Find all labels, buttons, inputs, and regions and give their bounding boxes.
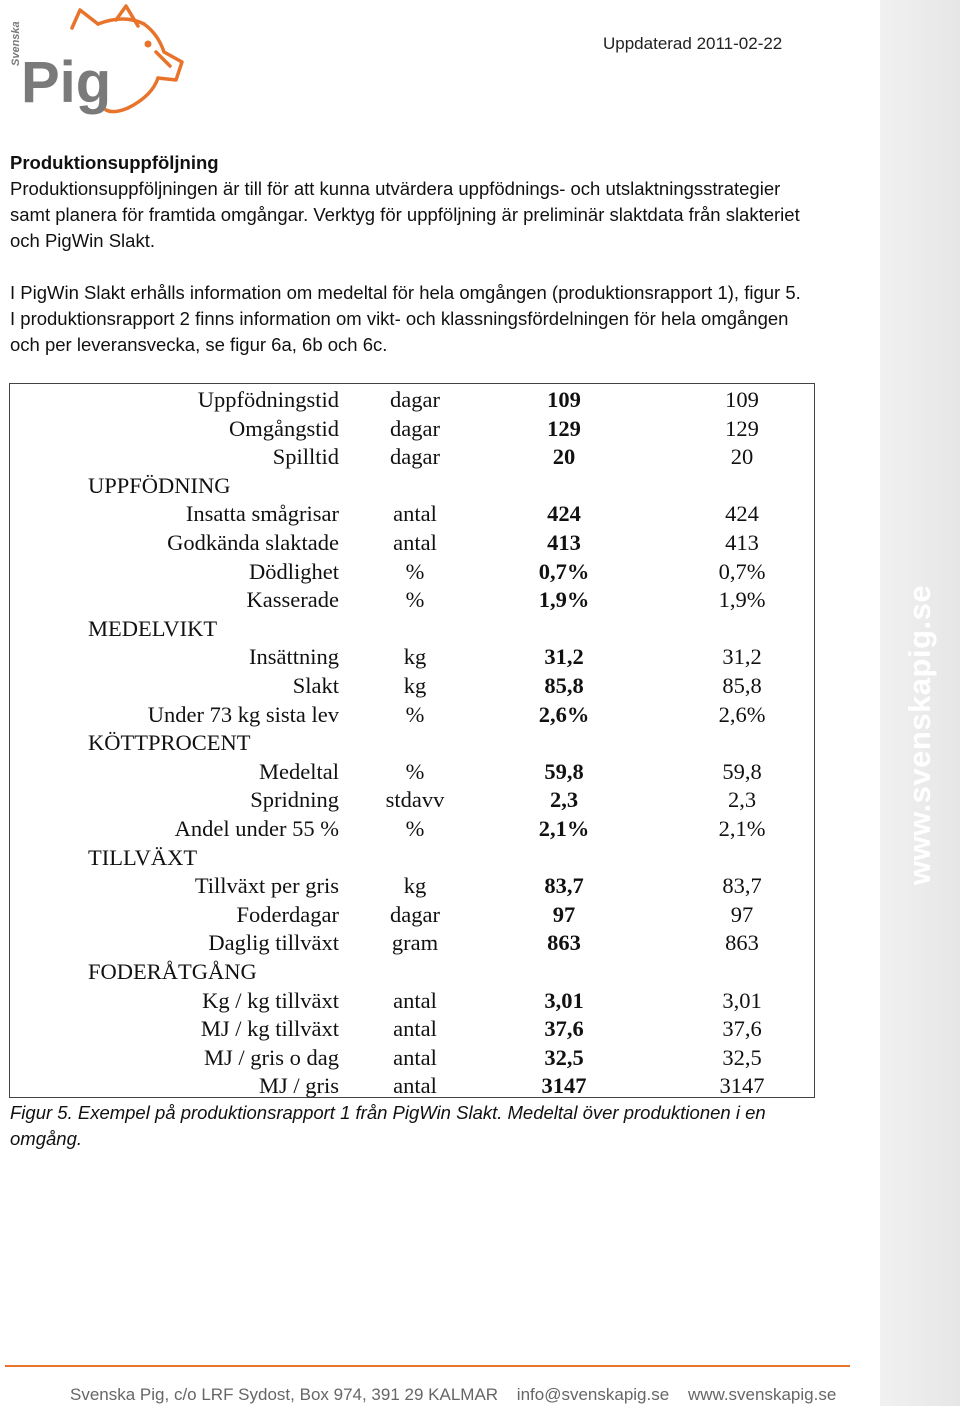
report-unit: antal xyxy=(393,1016,437,1042)
report-label: MJ / kg tillväxt xyxy=(200,1016,339,1042)
svenska-pig-logo xyxy=(6,4,186,129)
report-unit: antal xyxy=(393,1044,437,1070)
report-label: Andel under 55 % xyxy=(174,816,339,841)
report-row xyxy=(10,701,814,730)
report-value-2: 3147 xyxy=(719,1073,765,1099)
report-value-1: 20 xyxy=(552,444,576,470)
report-value-1: 863 xyxy=(547,930,581,956)
report-value-2: 2,3 xyxy=(727,787,757,813)
report-value-1: 85,8 xyxy=(544,673,584,698)
report-row xyxy=(10,529,814,558)
report-row xyxy=(10,786,814,815)
report-unit: stdavv xyxy=(385,787,445,813)
report-row xyxy=(10,872,814,901)
production-report-figure xyxy=(9,383,815,1098)
report-row xyxy=(10,586,814,615)
report-value-2: 109 xyxy=(725,387,759,412)
report-unit: kg xyxy=(403,644,427,670)
report-value-2: 129 xyxy=(725,415,759,441)
report-section-title: UPPFÖDNING xyxy=(88,472,231,498)
report-label: Insättning xyxy=(249,644,339,670)
report-section-title: MEDELVIKT xyxy=(88,615,218,641)
report-row xyxy=(10,901,814,930)
report-label: Spridning xyxy=(250,787,339,813)
report-label: Kasserade xyxy=(246,587,339,613)
report-unit: dagar xyxy=(390,901,440,927)
report-value-1: 1,9% xyxy=(538,587,590,613)
report-row xyxy=(10,558,814,587)
report-value-2: 0,7% xyxy=(718,558,766,584)
report-value-2: 424 xyxy=(725,501,759,527)
sidebar-url: www.svenskapig.se xyxy=(902,584,937,886)
report-value-1: 0,7% xyxy=(538,558,590,584)
report-value-1: 83,7 xyxy=(544,873,584,899)
report-label: Foderdagar xyxy=(236,901,339,927)
report-value-2: 85,8 xyxy=(722,673,762,698)
report-label: Daglig tillväxt xyxy=(208,930,339,956)
report-row xyxy=(10,815,814,844)
report-label: Dödlighet xyxy=(249,558,339,584)
report-label: MJ / gris o dag xyxy=(204,1044,339,1070)
logo-side-text: Svenska xyxy=(10,21,22,66)
report-row xyxy=(10,929,814,958)
footer-email[interactable]: info@svenskapig.se xyxy=(516,1385,670,1404)
report-value-1: 2,1% xyxy=(538,816,590,841)
report-value-2: 1,9% xyxy=(718,587,766,613)
report-value-1: 59,8 xyxy=(544,758,584,784)
report-row xyxy=(10,643,814,672)
report-value-2: 2,1% xyxy=(718,816,766,841)
report-value-1: 97 xyxy=(552,901,576,927)
report-value-1: 31,2 xyxy=(544,644,584,670)
report-unit: % xyxy=(405,701,425,727)
report-row xyxy=(10,1015,814,1044)
report-unit: dagar xyxy=(390,387,440,412)
report-value-2: 863 xyxy=(725,930,759,956)
report-value-1: 413 xyxy=(547,530,581,555)
report-section-title: FODERÅTGÅNG xyxy=(88,959,257,984)
report-value-2: 97 xyxy=(730,901,754,927)
report-section-row xyxy=(10,958,814,987)
report-section-row xyxy=(10,472,814,501)
report-section-row xyxy=(10,729,814,758)
report-label: Omgångstid xyxy=(229,415,339,441)
report-section-row xyxy=(10,615,814,644)
report-value-1: 37,6 xyxy=(544,1016,584,1042)
report-label: Uppfödningstid xyxy=(197,387,339,412)
report-unit: % xyxy=(405,816,425,841)
report-value-2: 20 xyxy=(730,444,754,470)
report-section-title: TILLVÄXT xyxy=(88,844,198,870)
report-value-2: 3,01 xyxy=(722,987,762,1013)
logo-brand-text: Pig xyxy=(21,50,112,115)
report-value-1: 2,6% xyxy=(538,701,590,727)
report-unit: kg xyxy=(403,673,427,698)
report-value-2: 2,6% xyxy=(718,701,766,727)
report-unit: antal xyxy=(393,987,437,1013)
details-paragraph: I PigWin Slakt erhålls information om medeltal för hela omgången (produktionsrapport 1), figur 5. I produktionsrapport 2 finns information om vikt- och klassningsfördelningen för hela omgången och per leveransvecka, se figur 6a, 6b och 6c. xyxy=(10,282,801,355)
report-label: Tillväxt per gris xyxy=(194,873,339,899)
report-value-1: 109 xyxy=(547,387,581,412)
report-row xyxy=(10,415,814,444)
report-label: Slakt xyxy=(292,673,339,698)
report-label: Godkända slaktade xyxy=(167,530,339,555)
report-value-1: 32,5 xyxy=(544,1044,584,1070)
report-value-2: 59,8 xyxy=(722,758,762,784)
footer-website[interactable]: www.svenskapig.se xyxy=(687,1385,837,1404)
content-section xyxy=(10,150,810,358)
report-unit: % xyxy=(405,587,425,613)
report-row xyxy=(10,1072,814,1101)
intro-paragraph: Produktionsuppföljningen är till för att kunna utvärdera uppfödnings- och utslaktningsstrategier samt planera för framtida omgångar. Verktyg för uppföljning är preliminär slaktdata från slakteriet och PigWin Slakt. xyxy=(10,178,800,251)
report-section-row xyxy=(10,844,814,873)
report-value-2: 37,6 xyxy=(722,1016,762,1042)
updated-date: Uppdaterad 2011-02-22 xyxy=(603,34,783,53)
report-unit: dagar xyxy=(390,415,440,441)
report-label: Medeltal xyxy=(259,758,339,784)
report-label: MJ / gris xyxy=(258,1073,339,1099)
report-row xyxy=(10,1044,814,1073)
report-label: Spilltid xyxy=(272,444,339,470)
report-unit: kg xyxy=(403,873,427,899)
report-row xyxy=(10,987,814,1016)
report-unit: antal xyxy=(393,501,437,527)
report-value-2: 31,2 xyxy=(722,644,762,670)
report-label: Kg / kg tillväxt xyxy=(202,987,339,1013)
footer xyxy=(70,1385,850,1405)
report-unit: antal xyxy=(393,1073,437,1099)
report-value-2: 413 xyxy=(725,530,759,555)
report-value-1: 129 xyxy=(547,415,581,441)
report-unit: % xyxy=(405,758,425,784)
report-row xyxy=(10,500,814,529)
report-unit: dagar xyxy=(390,444,440,470)
report-value-1: 2,3 xyxy=(549,787,579,813)
report-label: Under 73 kg sista lev xyxy=(147,701,339,727)
report-value-1: 3,01 xyxy=(544,987,584,1013)
report-row xyxy=(10,443,814,472)
report-value-1: 3147 xyxy=(541,1073,587,1099)
report-value-2: 83,7 xyxy=(722,873,762,899)
report-row xyxy=(10,672,814,701)
report-unit: antal xyxy=(393,530,437,555)
figure-caption: Figur 5. Exempel på produktionsrapport 1 från PigWin Slakt. Medeltal över produktionen i en omgång. xyxy=(10,1102,766,1149)
report-value-1: 424 xyxy=(547,501,581,527)
report-unit: gram xyxy=(391,930,439,956)
report-unit: % xyxy=(405,558,425,584)
report-section-title: KÖTTPROCENT xyxy=(88,730,251,756)
report-value-2: 32,5 xyxy=(722,1044,762,1070)
report-row xyxy=(10,758,814,787)
report-row xyxy=(10,386,814,415)
report-label: Insatta smågrisar xyxy=(185,501,339,527)
footer-address: Svenska Pig, c/o LRF Sydost, Box 974, 391 29 KALMAR xyxy=(70,1385,499,1404)
footer-divider xyxy=(5,1365,850,1367)
section-heading: Produktionsuppföljning xyxy=(10,152,219,173)
